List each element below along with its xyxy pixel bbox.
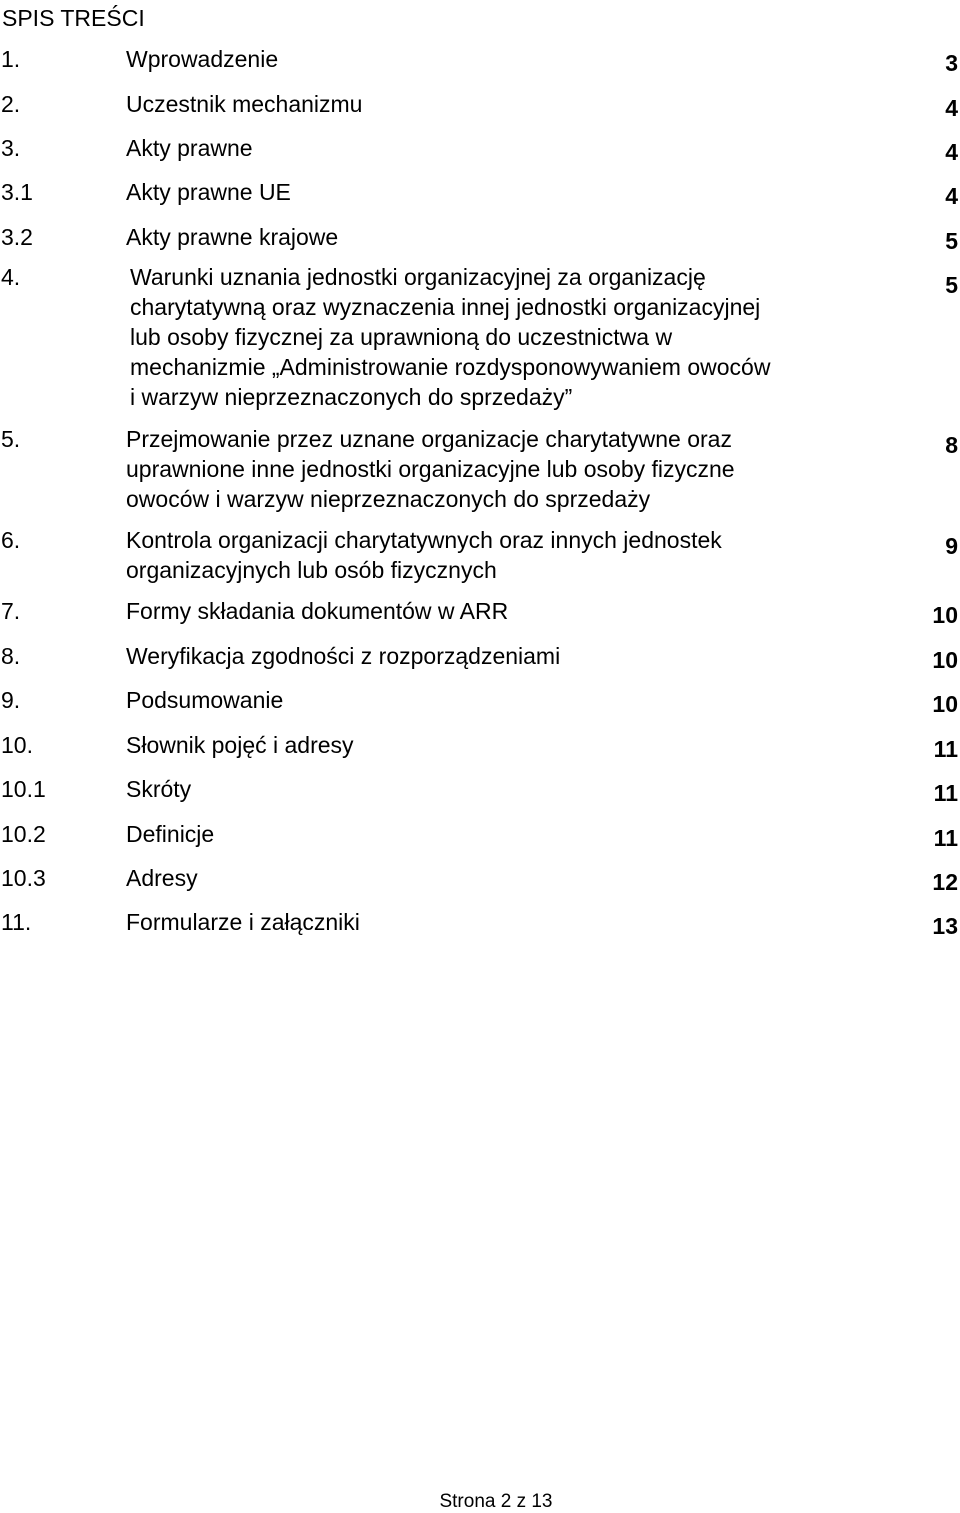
toc-entry-text: Definicje — [126, 821, 215, 847]
page-number-label: Strona 2 z 13 — [439, 1491, 553, 1512]
toc-entry-number: 11. — [1, 909, 32, 935]
toc-entry-page: 11 — [933, 780, 958, 806]
toc-entry-page: 5 — [945, 228, 958, 254]
toc-entry-text: Wprowadzenie — [126, 46, 279, 72]
toc-entry-number: 3.2 — [1, 224, 33, 250]
toc-entry-text: Podsumowanie — [126, 687, 284, 713]
toc-entry-page: 4 — [945, 183, 958, 209]
toc-entry-page: 10 — [932, 647, 958, 673]
page-footer — [0, 1491, 960, 1513]
toc-entry-page: 8 — [945, 432, 958, 458]
toc-entry-page: 5 — [945, 272, 958, 298]
toc-entry-number: 8. — [1, 643, 21, 669]
toc-entry-number: 10.2 — [1, 821, 46, 847]
toc-entry-number: 3.1 — [1, 179, 33, 205]
toc-entry-number: 10.1 — [1, 776, 46, 802]
toc-entry-text: Warunki uznania jednostki organizacyjnej za organizację charytatywną oraz wyznaczenia innej jednostki organizacyjnej lub osoby fizycznej za uprawnioną do uczestnictwa w mechanizmie „Administrowanie rozdysponowywaniem owoców i warzyw nieprzeznaczonych do sprzedaży” — [130, 264, 771, 410]
toc-entry-number: 9. — [1, 687, 21, 713]
toc-entry-text: Przejmowanie przez uznane organizacje charytatywne oraz uprawnione inne jednostki organizacyjne lub osoby fizyczne owoców i warzyw nieprzeznaczonych do sprzedaży — [126, 426, 735, 512]
toc-entry-page: 11 — [933, 736, 958, 762]
toc-entry-text: Adresy — [126, 865, 198, 891]
toc-entry-number: 1. — [1, 46, 21, 72]
toc-entry-text: Akty prawne krajowe — [126, 224, 339, 250]
toc-entry-text: Weryfikacja zgodności z rozporządzeniami — [126, 643, 561, 669]
toc-entry-text: Formularze i załączniki — [126, 909, 360, 935]
toc-entry-page: 10 — [932, 691, 958, 717]
toc-entry-number: 5. — [1, 426, 21, 452]
toc-entry-page: 13 — [932, 913, 958, 939]
toc-entry-page: 11 — [933, 825, 958, 851]
toc-entry-number: 2. — [1, 91, 21, 117]
toc-entry-page: 9 — [945, 533, 958, 559]
toc-entry-text: Słownik pojęć i adresy — [126, 732, 354, 758]
toc-entry-text: Skróty — [126, 776, 192, 802]
toc-entry-text: Kontrola organizacji charytatywnych oraz innych jednostek organizacyjnych lub osób fizycznych — [126, 527, 722, 583]
toc-entry-page: 3 — [945, 50, 958, 76]
toc-entry-text: Formy składania dokumentów w ARR — [126, 598, 509, 624]
toc-entry-page: 12 — [932, 869, 958, 895]
toc-entry-number: 3. — [1, 135, 21, 161]
toc-entry-number: 10.3 — [1, 865, 46, 891]
toc-entry-text: Akty prawne — [126, 135, 253, 161]
toc-entry-number: 7. — [1, 598, 21, 624]
toc-entry-number: 10. — [1, 732, 33, 758]
toc-entry-page: 4 — [945, 95, 958, 121]
toc-entry-text: Akty prawne UE — [126, 179, 291, 205]
toc-entry-number: 6. — [1, 527, 21, 553]
toc-entry-page: 10 — [932, 602, 958, 628]
toc-entry-number: 4. — [1, 264, 21, 290]
page-title: SPIS TREŚCI — [2, 5, 145, 31]
toc-entry-page: 4 — [945, 139, 958, 165]
toc-entry-text: Uczestnik mechanizmu — [126, 91, 363, 117]
